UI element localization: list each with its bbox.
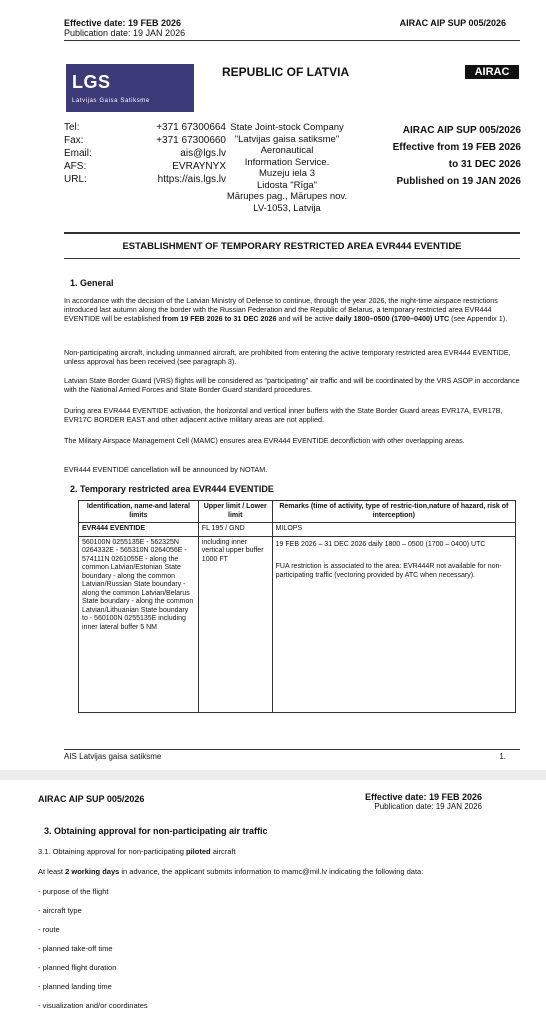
paragraph-1: In accordance with the decision of the Latvian Ministry of Defense to continue, through the year 2026, the night-time airspace restrictions introduced last autumn along the border with the Russian Federation and the Republic of Belarus, a temporary restricted area EVR444 EVENTIDE will be established from 19 FEB 2026 to 31 DEC 2026 and will be active daily 1800–0500 (1700–0400) UTC (see Appendix 1). <box>64 296 508 323</box>
publication-date: Publication date: 19 JAN 2026 <box>64 28 186 38</box>
document-page-2 <box>0 780 546 1024</box>
lgs-logo: LGS Latvijas Gaisa Satiksme <box>66 64 194 112</box>
remarks-cell <box>272 536 515 712</box>
document-page-1: Effective date: 19 FEB 2026 Publication date: 19 JAN 2026 AIRAC AIP SUP 005/2026 LGS Latvijas Gaisa Satiksme REPUBLIC OF LATVIA AIRAC Tel: +371 67300664 Fax: +371 67300660 Email: ais@lgs.lv AFS: EVRAYNYX URL: https://ais.lgs.lv State Joint-stock Company "Latvijas gaisa satiksme" Aeronautical Information Service. Muzeju iela 3 Lidosta "Rīga" Mārupes pag., Mārupes nov. LV-1053, Latvija AIRAC AIP SUP 005/2026 Effective from 19 FEB 2026 to 31 DEC 2026 Published on 19 JAN 2026 ESTABLISHMENT OF TEMPORARY RESTRICTED AREA EVR444 EVENTIDE 1. General In accordance with the decision of the Latvian Ministry of Defense to continue, through the year 2026, the night-time airspace restrictions introduced last autumn along the border with the Russian Federation and the Republic of Belarus, a temporary restricted area EVR444 EVENTIDE will be established from 19 FEB 2026 to 31 DEC 2026 and will be active daily 1800–0500 (1700–0400) UTC (see Appendix 1). Non-participating aircraft, including unmanned aircraft, are prohibited from entering the active temporary restricted area EVR444 EVENTIDE, unless approval has been received (see paragraph 3). Latvian State Border Guard (VRS) flights will be considered as “participating” air traffic and will be coordinated by the VRS ASOP in accordance with the National Armed Forces and State Border Guard standard procedures. During area EVR444 EVENTIDE activation, the horizontal and vertical inner buffers with the State Border Guard areas EVR17A, EVR17B, EVR17C BORDER EAST and other adjacent active military areas are not applied. The Military Airspace Management Cell (MAMC) ensures area EVR444 EVENTIDE deconfliction with other overlapping areas. EVR444 EVENTIDE cancellation will be announced by NOTAM. 2. Temporary restricted area EVR444 EVENTIDE Identification, name-and lateral limits Upper limit / Lower limit Remarks (time of activity, type of restric-tion,nature of hazard, risk of interception) EVR444 EVENTIDE FL 195 / GND MILOPS 560100N 0255135E - 562325N 0264332E - 565310N 0264056E - 574111N 0261055E - along the common Latvian/Estonian State boundary - along the common Latvian/Russian State boundary - along the common Latvian/Belarus State boundary - along the common Latvian/Lithuanian State boundary to - 560100N 0255135E including inner lateral buffer 5 NM including inner vertical upper buffer 1000 FT 19 FEB 2026 – 31 DEC 2026 daily 1800 – 0500 (1700 – 0400) UTC FUA restriction is associated to the area: EVR444R not available for non-participating traffic (vectoring provided by ATC when necessary). AIS Latvijas gaisa satiksme 1. <box>0 0 546 770</box>
activity-time: 19 FEB 2026 – 31 DEC 2026 daily 1800 – 0500 (1700 – 0400) UTC <box>275 540 486 548</box>
paragraph-4: During area EVR444 EVENTIDE activation, the horizontal and vertical inner buffers with the State Border Guard areas EVR17A, EVR17B, EVR17C BORDER EAST and other adjacent active military areas are not applied. <box>64 406 503 424</box>
list-item: - planned landing time <box>38 982 112 991</box>
restricted-area-table <box>78 500 516 713</box>
republic-title: REPUBLIC OF LATVIA <box>222 65 350 79</box>
supplement-info: AIRAC AIP SUP 005/2026 Effective from 19 FEB 2026 to 31 DEC 2026 Published on 19 JAN 2026 <box>392 125 521 187</box>
title-rule-bottom <box>64 258 520 259</box>
list-item: - aircraft type <box>38 906 82 915</box>
page2-publication-date: Publication date: 19 JAN 2026 <box>374 802 482 811</box>
header-limits: Upper limit / Lower limit <box>198 501 272 523</box>
table-header-row <box>79 501 516 523</box>
list-item: - visualization and/or coordinates <box>38 1001 148 1010</box>
limits-cell: FL 195 / GND <box>198 523 272 537</box>
header-reference: AIRAC AIP SUP 005/2026 <box>399 18 506 28</box>
page2-effective-date: Effective date: 19 FEB 2026 <box>364 792 482 802</box>
title-rule-top <box>64 232 520 234</box>
page2-header-reference: AIRAC AIP SUP 005/2026 <box>38 794 145 804</box>
vertical-buffer-cell: including inner vertical upper buffer 1000 FT <box>198 536 272 712</box>
paragraph-6: EVR444 EVENTIDE cancellation will be announced by NOTAM. <box>64 465 268 474</box>
section-2-heading: 2. Temporary restricted area EVR444 EVENTIDE <box>70 484 274 494</box>
list-item: - planned take-off time <box>38 944 113 953</box>
header-divider <box>64 40 520 41</box>
document-title: ESTABLISHMENT OF TEMPORARY RESTRICTED AREA EVR444 EVENTIDE <box>122 241 462 252</box>
footer-publisher: AIS Latvijas gaisa satiksme <box>64 752 162 761</box>
section-3-heading: 3. Obtaining approval for non-participating air traffic <box>44 826 268 836</box>
airac-badge: AIRAC <box>465 65 519 79</box>
area-name-cell: EVR444 EVENTIDE <box>79 523 199 537</box>
list-item: - purpose of the flight <box>38 887 109 896</box>
advance-notice-paragraph: At least 2 working days in advance, the applicant submits information to mamc@mil.lv indicating the following data: <box>38 867 424 876</box>
subsection-3-1: 3.1. Obtaining approval for non-participating piloted aircraft <box>38 847 236 856</box>
effective-date: Effective date: 19 FEB 2026 <box>64 18 182 28</box>
list-item: - route <box>38 925 60 934</box>
table-row <box>79 523 516 537</box>
page-number: 1. <box>499 752 506 761</box>
footer-divider <box>64 749 520 750</box>
section-1-heading: 1. General <box>70 278 114 288</box>
company-address: State Joint-stock Company "Latvijas gaisa satiksme" Aeronautical Information Service. Muzeju iela 3 Lidosta "Rīga" Mārupes pag., Mārupes nov. LV-1053, Latvija <box>226 122 348 214</box>
paragraph-3: Latvian State Border Guard (VRS) flights will be considered as “participating” air traffic and will be coordinated by the VRS ASOP in accordance with the National Armed Forces and State Border Guard standard procedures. <box>64 376 520 394</box>
paragraph-5: The Military Airspace Management Cell (MAMC) ensures area EVR444 EVENTIDE deconfliction with other overlapping areas. <box>64 436 465 445</box>
header-identification: Identification, name-and lateral limits <box>79 501 199 523</box>
paragraph-2: Non-participating aircraft, including unmanned aircraft, are prohibited from entering the active temporary restricted area EVR444 EVENTIDE, unless approval has been received (see paragraph 3). <box>64 348 511 366</box>
table-row <box>79 536 516 712</box>
header-remarks: Remarks (time of activity, type of restric-tion,nature of hazard, risk of interception) <box>272 501 515 523</box>
type-cell: MILOPS <box>272 523 515 537</box>
list-item: - planned flight duration <box>38 963 117 972</box>
lateral-limits-cell: 560100N 0255135E - 562325N 0264332E - 565310N 0264056E - 574111N 0261055E - along the common Latvian/Estonian State boundary - along the common Latvian/Russian State boundary - along the common Latvian/Belarus State boundary - along the common Latvian/Lithuanian State boundary to - 560100N 0255135E including inner lateral buffer 5 NM <box>79 536 199 712</box>
fua-restriction: FUA restriction is associated to the area: EVR444R not available for non-participating traffic (vectoring provided by ATC when necessary). <box>275 563 502 579</box>
